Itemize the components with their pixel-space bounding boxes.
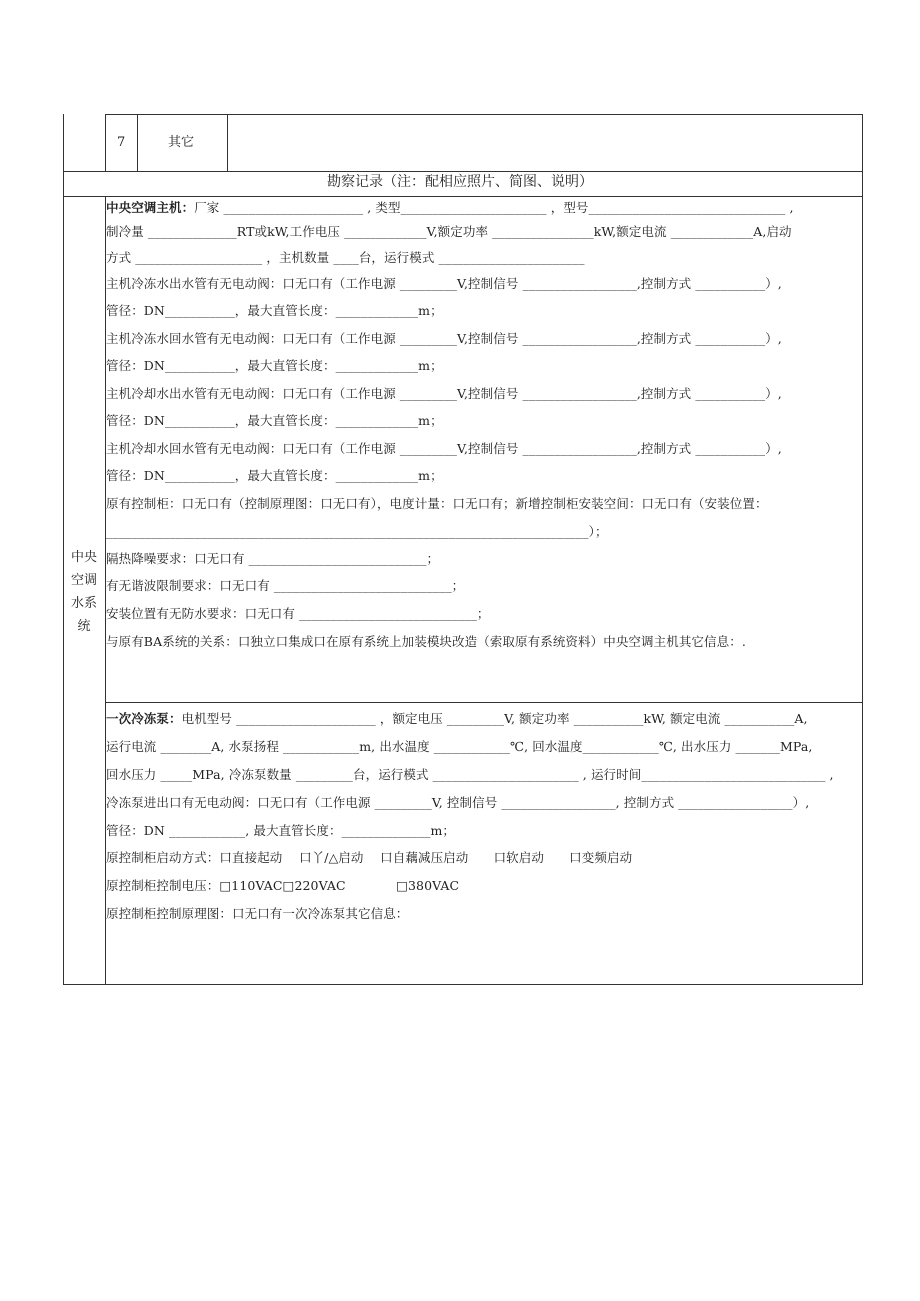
chiller-line: 隔热降噪要求：口无口有 ____________________________； [106,551,440,566]
chiller-line: 管径：DN___________，最大直管长度：_____________m； [106,468,443,483]
column-divider [105,114,106,171]
table-border-bottom [63,984,863,985]
chiller-line: ____________________________________________________________________________）； [106,524,608,539]
chiller-line: 主机冷冻水出水管有无电动阀：口无口有（工作电源 _________V,控制信号 __________________,控制方式 ___________）, [106,276,782,291]
chiller-line: 有无谐波限制要求：口无口有 ____________________________； [106,578,465,593]
chiller-line: 与原有BA系统的关系：口独立口集成口在原有系统上加装模块改造（索取原有系统资料）中央空调主机其它信息：. [106,634,746,649]
table-border-right [862,114,863,985]
chiller-line: 管径：DN___________，最大直管长度：_____________m； [106,413,443,428]
column-divider [137,114,138,171]
chiller-line: 主机冷却水出水管有无电动阀：口无口有（工作电源 _________V,控制信号 __________________,控制方式 ___________）, [106,386,782,401]
chiller-line: 方式 ____________________ ，主机数量 ____台，运行模式 _______________________ [106,250,585,265]
chiller-line: 制冷量 ______________RT或kW,工作电压 _____________V,额定功率 ________________kW,额定电流 _____________A,启动 [106,224,792,239]
chiller-line: 管径：DN___________，最大直管长度：_____________m； [106,358,443,373]
chiller-line: 安装位置有无防水要求：口无口有 ____________________________； [106,606,490,621]
chiller-line: 主机冷却水回水管有无电动阀：口无口有（工作电源 _________V,控制信号 __________________,控制方式 ___________）, [106,441,782,456]
table-border-top [106,114,863,115]
pump-line: 原控制柜控制原理图：口无口有一次冷冻泵其它信息： [106,906,409,921]
pump-line: 冷冻泵进出口有无电动阀：口无口有（工作电源 _________V, 控制信号 __________________, 控制方式 __________________）, [106,795,810,810]
pump-line: 一次冷冻泵：电机型号 ______________________ ，额定电压 _________V, 额定功率 ___________kW, 额定电流 ___________A, [106,711,808,726]
system-label: 中央 空调 水系 统 [70,550,97,634]
section-divider [105,702,863,703]
pump-line: 回水压力 _____MPa, 冷冻泵数量 _________台，运行模式 _______________________ , 运行时间_____________________________ , [106,767,834,782]
column-divider [227,114,228,171]
row-divider [63,171,863,172]
chiller-line: 原有控制柜：口无口有（控制原理图：口无口有），电度计量：口无口有；新增控制柜安装空间：口无口有（安装位置： [106,496,768,511]
item-label: 其它 [168,135,195,150]
pump-line: 原控制柜控制电压：□110VAC□220VAC □380VAC [106,878,460,893]
survey-header: 勘察记录（注：配相应照片、简图、说明） [327,174,593,190]
item-number: 7 [117,135,126,150]
pump-line: 管径：DN ____________, 最大直管长度：______________m； [106,823,456,838]
chiller-line: 主机冷冻水回水管有无电动阀：口无口有（工作电源 _________V,控制信号 __________________,控制方式 ___________）, [106,331,782,346]
pump-line: 原控制柜启动方式：口直接起动 口丫/△启动 口自藕减压启动 口软启动 口变频启动 [106,850,633,865]
pump-line: 运行电流 ________A, 水泵扬程 ____________m, 出水温度 ____________℃, 回水温度____________℃, 出水压力 _______MPa, [106,739,813,754]
chiller-line: 管径：DN___________，最大直管长度：_____________m； [106,303,443,318]
row-divider [63,196,863,197]
chiller-line: 中央空调主机：厂家 ______________________ , 类型_______________________ ，型号_______________________________ , [106,200,794,215]
